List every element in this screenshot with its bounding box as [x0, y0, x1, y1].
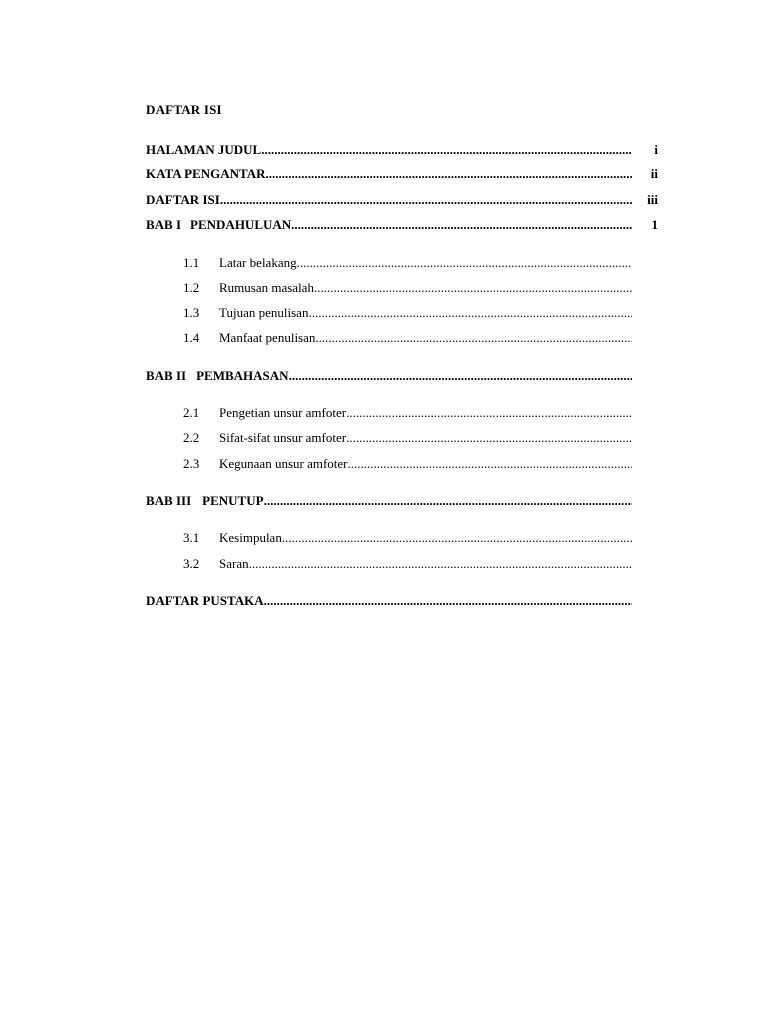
toc-entry-daftar-pustaka	[146, 593, 632, 611]
toc-entry-label: KATA PENGANTAR	[146, 166, 266, 181]
toc-entry-label: Sifat-sifat unsur amfoter	[219, 430, 347, 445]
page-title: DAFTAR ISI	[146, 102, 222, 117]
toc-subentry-2-1	[183, 405, 632, 423]
dot-leader	[264, 593, 632, 609]
section-number: 1.4	[183, 330, 200, 345]
dot-leader	[315, 330, 632, 346]
toc-entry-bab-2	[146, 368, 632, 386]
toc-subentry-1-4	[183, 330, 632, 348]
toc-subentry-1-3	[183, 305, 632, 323]
section-number: 1.1	[183, 255, 200, 270]
dot-leader	[297, 255, 632, 271]
section-number: 2.3	[183, 456, 200, 471]
toc-entry-bab-3	[146, 493, 632, 511]
toc-page-number: 1	[651, 217, 658, 232]
toc-entry-halaman-judul	[146, 142, 632, 160]
dot-leader	[291, 217, 632, 233]
toc-entry-label: Latar belakang	[219, 255, 297, 270]
toc-entry-label: PEMBAHASAN	[196, 368, 289, 383]
toc-entry-label: Kegunaan unsur amfoter	[219, 456, 348, 471]
toc-entry-label: HALAMAN JUDUL	[146, 142, 262, 157]
toc-subentry-3-1	[183, 530, 632, 548]
dot-leader	[348, 456, 632, 472]
toc-entry-label: PENUTUP	[202, 493, 264, 508]
dot-leader	[264, 493, 632, 509]
dot-leader	[282, 530, 632, 546]
section-number: 3.1	[183, 530, 200, 545]
toc-subentry-1-1	[183, 255, 632, 273]
section-number: 3.2	[183, 556, 200, 571]
dot-leader	[346, 405, 632, 421]
toc-subentry-3-2	[183, 556, 632, 574]
dot-leader	[314, 280, 632, 296]
dot-leader	[261, 142, 632, 158]
toc-page-number: ii	[650, 166, 658, 181]
toc-entry-label: DAFTAR PUSTAKA	[146, 593, 264, 608]
dot-leader	[289, 368, 632, 384]
toc-entry-label: Saran	[219, 556, 249, 571]
chapter-number: BAB I	[146, 217, 182, 232]
toc-entry-label: DAFTAR ISI	[146, 192, 220, 207]
dot-leader	[249, 556, 632, 572]
section-number: 2.2	[183, 430, 200, 445]
toc-entry-label: Pengetian unsur amfoter	[219, 405, 347, 420]
toc-entry-label: PENDAHULUAN	[190, 217, 292, 232]
toc-subentry-2-3	[183, 456, 632, 474]
toc-entry-label: Kesimpulan	[219, 530, 282, 545]
toc-entry-daftar-isi	[146, 192, 632, 210]
toc-subentry-1-2	[183, 280, 632, 298]
dot-leader	[220, 192, 632, 208]
toc-entry-kata-pengantar	[146, 166, 632, 184]
section-number: 2.1	[183, 405, 200, 420]
dot-leader	[308, 305, 632, 321]
section-number: 1.3	[183, 305, 200, 320]
section-number: 1.2	[183, 280, 200, 295]
toc-page-number: i	[654, 142, 658, 157]
chapter-number: BAB II	[146, 368, 187, 383]
toc-entry-label: Manfaat penulisan	[219, 330, 316, 345]
toc-entry-bab-1	[146, 217, 632, 235]
toc-entry-label: Rumusan masalah	[219, 280, 314, 295]
toc-entry-label: Tujuan penulisan	[219, 305, 309, 320]
toc-page-number: iii	[647, 192, 658, 207]
dot-leader	[346, 430, 632, 446]
chapter-number: BAB III	[146, 493, 192, 508]
dot-leader	[266, 166, 632, 182]
toc-subentry-2-2	[183, 430, 632, 448]
